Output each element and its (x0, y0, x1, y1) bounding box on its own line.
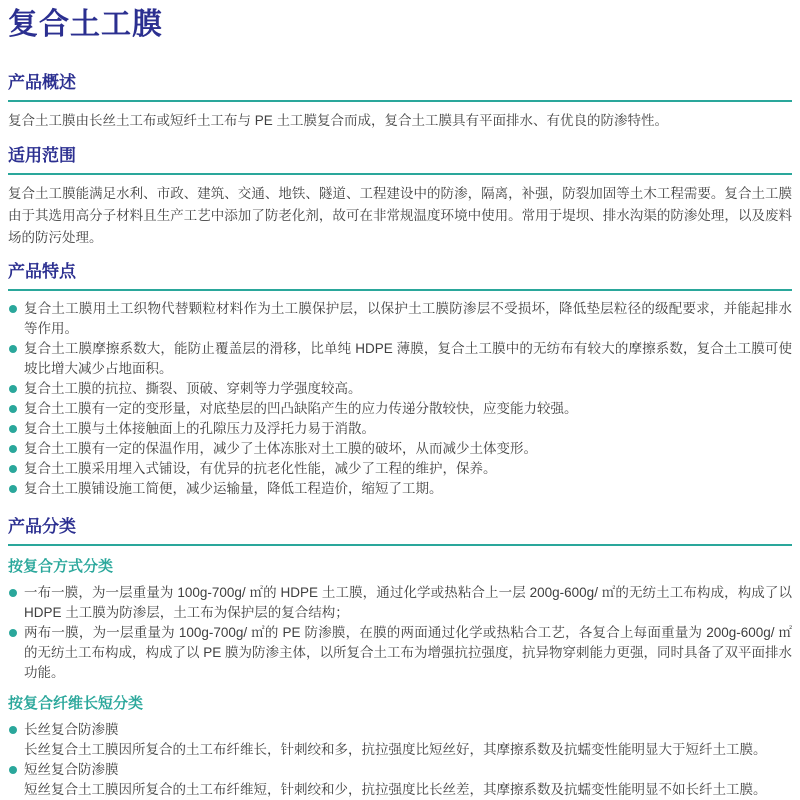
scope-heading: 适用范围 (8, 146, 792, 175)
bullet-icon (9, 305, 17, 313)
classification-text: 一布一膜，为一层重量为 100g-700g/ ㎡的 HDPE 土工膜，通过化学或热粘合上一层 200g-600g/ ㎡的无纺土工布构成，构成了以 HDPE 土工膜为防渗层，土工布为保护层的复合结构； (24, 585, 792, 620)
subheading-by-method: 按复合方式分类 (8, 558, 114, 575)
fiber-item-desc: 长丝复合土工膜因所复合的土工布纤维长，针刺绞和多，抗拉强度比短丝好，其摩擦系数及抗蠕变性能明显大于短纤土工膜。 (24, 742, 767, 757)
features-list (8, 299, 792, 499)
fiber-item-title: 长丝复合防渗膜 (24, 722, 119, 737)
bullet-icon (9, 465, 17, 473)
bullet-icon (9, 766, 17, 774)
feature-text: 复合土工膜采用埋入式铺设，有优异的抗老化性能，减少了工程的维护，保养。 (24, 461, 497, 476)
subheading-by-fiber: 按复合纤维长短分类 (8, 695, 144, 712)
bullet-icon (9, 589, 17, 597)
classification-text: 两布一膜，为一层重量为 100g-700g/ ㎡的 PE 防渗膜，在膜的两面通过化学或热粘合工艺，各复合上每面重量为 200g-600g/ ㎡的无纺土工布构成，构成了以 PE 膜为防渗主体，以所复合土工布为增强抗拉强度，抗异物穿刺能力更强，同时具备了双平面排水功能。 (24, 625, 793, 680)
feature-item (8, 399, 792, 419)
feature-text: 复合土工膜有一定的变形量，对底垫层的凹凸缺陷产生的应力传递分散较快，应变能力较强。 (24, 401, 578, 416)
feature-item (8, 379, 792, 399)
classification-item (8, 583, 792, 623)
scope-paragraph: 复合土工膜能满足水利、市政、建筑、交通、地铁、隧道、工程建设中的防渗，隔离，补强，防裂加固等土木工程需要。复合土工膜由于其选用高分子材料且生产工艺中添加了防老化剂，故可在非常规温度环境中使用。常用于堤坝、排水沟渠的防渗处理，以及废料场的防污处理。 (8, 186, 792, 245)
fiber-item-title: 短丝复合防渗膜 (24, 762, 119, 777)
section-features (8, 262, 792, 499)
feature-item (8, 299, 792, 339)
bullet-icon (9, 345, 17, 353)
fiber-item-desc: 短丝复合土工膜因所复合的土工布纤维短，针刺绞和少，抗拉强度比长丝差，其摩擦系数及抗蠕变性能明显不如长纤土工膜。 (24, 782, 767, 797)
feature-item (8, 339, 792, 379)
by-fiber-list (8, 720, 792, 800)
classification-item (8, 760, 792, 800)
feature-text: 复合土工膜铺设施工简便，减少运输量，降低工程造价，缩短了工期。 (24, 481, 443, 496)
feature-text: 复合土工膜有一定的保温作用，减少了土体冻胀对土工膜的破坏，从而减少土体变形。 (24, 441, 537, 456)
bullet-icon (9, 405, 17, 413)
bullet-icon (9, 726, 17, 734)
section-scope (8, 146, 792, 249)
bullet-icon (9, 425, 17, 433)
classification-item (8, 623, 792, 683)
bullet-icon (9, 629, 17, 637)
overview-paragraph: 复合土工膜由长丝土工布或短纤土工布与 PE 土工膜复合而成，复合土工膜具有平面排水、有优良的防渗特性。 (8, 113, 669, 128)
feature-item (8, 419, 792, 439)
features-heading: 产品特点 (8, 262, 792, 291)
feature-text: 复合土工膜的抗拉、撕裂、顶破、穿刺等力学强度较高。 (24, 381, 362, 396)
feature-text: 复合土工膜用土工织物代替颗粒材料作为土工膜保护层，以保护土工膜防渗层不受损坏，降低垫层粒径的级配要求，并能起排水等作用。 (24, 301, 792, 336)
section-overview (8, 73, 792, 132)
feature-text: 复合土工膜与土体接触面上的孔隙压力及浮托力易于消散。 (24, 421, 375, 436)
bullet-icon (9, 385, 17, 393)
page-title: 复合土工膜 (8, 8, 163, 41)
classification-item (8, 720, 792, 760)
overview-heading: 产品概述 (8, 73, 792, 102)
feature-item (8, 479, 792, 499)
feature-item (8, 459, 792, 479)
feature-text: 复合土工膜摩擦系数大，能防止覆盖层的滑移，比单纯 HDPE 薄膜，复合土工膜中的无纺布有较大的摩擦系数，复合土工膜可使坡比增大减少占地面积。 (24, 341, 792, 376)
feature-item (8, 439, 792, 459)
section-classification (8, 517, 792, 800)
bullet-icon (9, 485, 17, 493)
classification-heading: 产品分类 (8, 517, 792, 546)
by-method-list (8, 583, 792, 683)
bullet-icon (9, 445, 17, 453)
